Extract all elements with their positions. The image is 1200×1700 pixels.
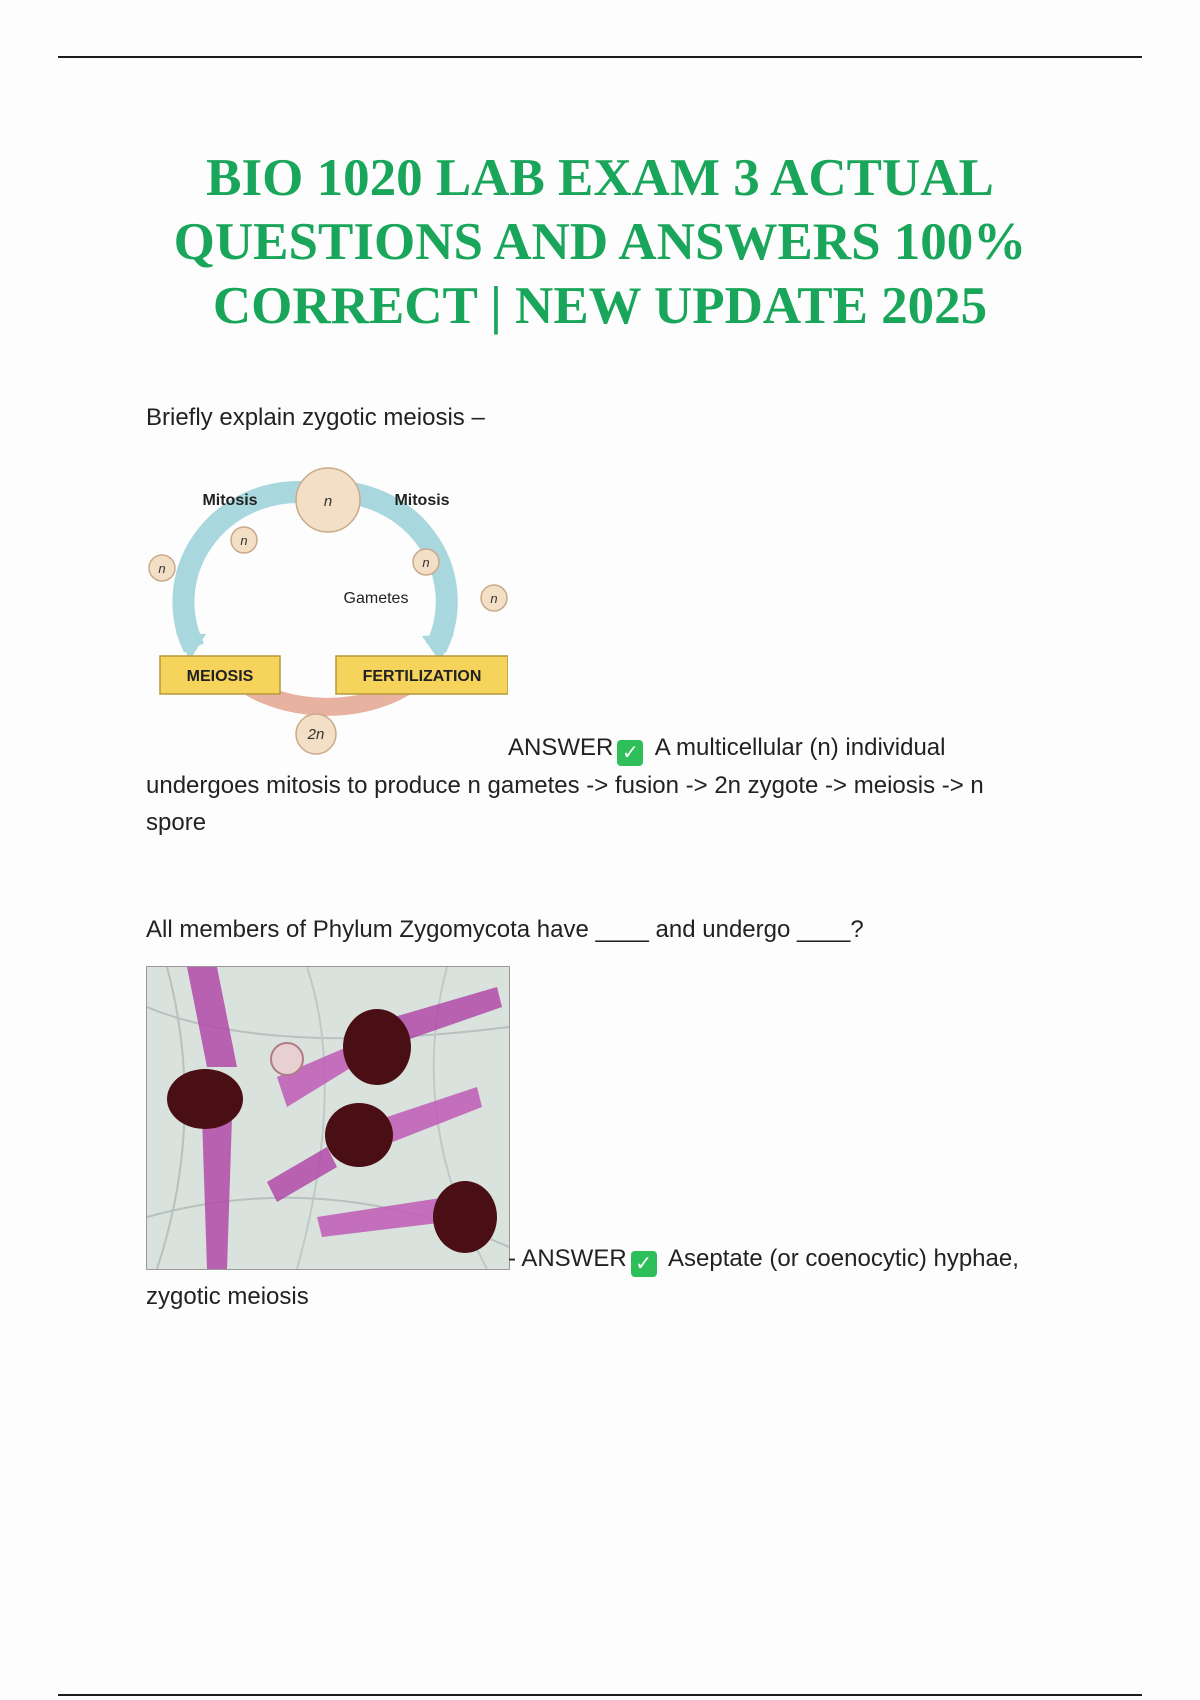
title-line-2: QUESTIONS AND ANSWERS 100% — [173, 213, 1027, 271]
svg-text:FERTILIZATION: FERTILIZATION — [362, 668, 482, 685]
question-1: Briefly explain zygotic meiosis – — [146, 404, 485, 431]
svg-text:Mitosis: Mitosis — [202, 492, 258, 509]
svg-text:n: n — [240, 533, 248, 548]
answer-1-line-3: spore — [146, 809, 207, 836]
zygotic-meiosis-diagram — [146, 448, 508, 758]
answer-2-first-line — [508, 1245, 1019, 1277]
answer-1-first-line — [508, 734, 945, 766]
check-icon: ✓ — [631, 1251, 657, 1277]
question-2: All members of Phylum Zygomycota have ____ and undergo ____? — [146, 916, 864, 943]
answer-2-label: - ANSWER — [508, 1245, 627, 1272]
title-line-3: CORRECT | NEW UPDATE 2025 — [212, 277, 988, 335]
svg-text:n: n — [323, 493, 333, 510]
svg-text:Mitosis: Mitosis — [394, 492, 450, 509]
zygomycota-micrograph — [146, 966, 510, 1270]
svg-text:n: n — [422, 555, 430, 570]
answer-1-label: ANSWER — [508, 734, 614, 761]
answer-2-text: Aseptate (or coenocytic) hyphae, — [668, 1245, 1019, 1272]
document-title — [100, 146, 1100, 338]
svg-text:n: n — [158, 561, 166, 576]
bottom-rule — [58, 1694, 1142, 1696]
answer-1-text: A multicellular (n) individual — [654, 734, 946, 761]
answer-1-line-2: undergoes mitosis to produce n gametes -> fusion -> 2n zygote -> meiosis -> n — [146, 772, 984, 799]
top-rule — [58, 56, 1142, 58]
check-icon: ✓ — [617, 740, 643, 766]
svg-text:2n: 2n — [307, 726, 325, 743]
svg-text:Gametes: Gametes — [343, 590, 409, 607]
title-line-1: BIO 1020 LAB EXAM 3 ACTUAL — [206, 149, 994, 207]
svg-text:n: n — [490, 591, 498, 606]
svg-text:MEIOSIS: MEIOSIS — [186, 668, 254, 685]
answer-2-line-2: zygotic meiosis — [146, 1283, 309, 1310]
mitosis-arrow-left — [183, 492, 301, 648]
